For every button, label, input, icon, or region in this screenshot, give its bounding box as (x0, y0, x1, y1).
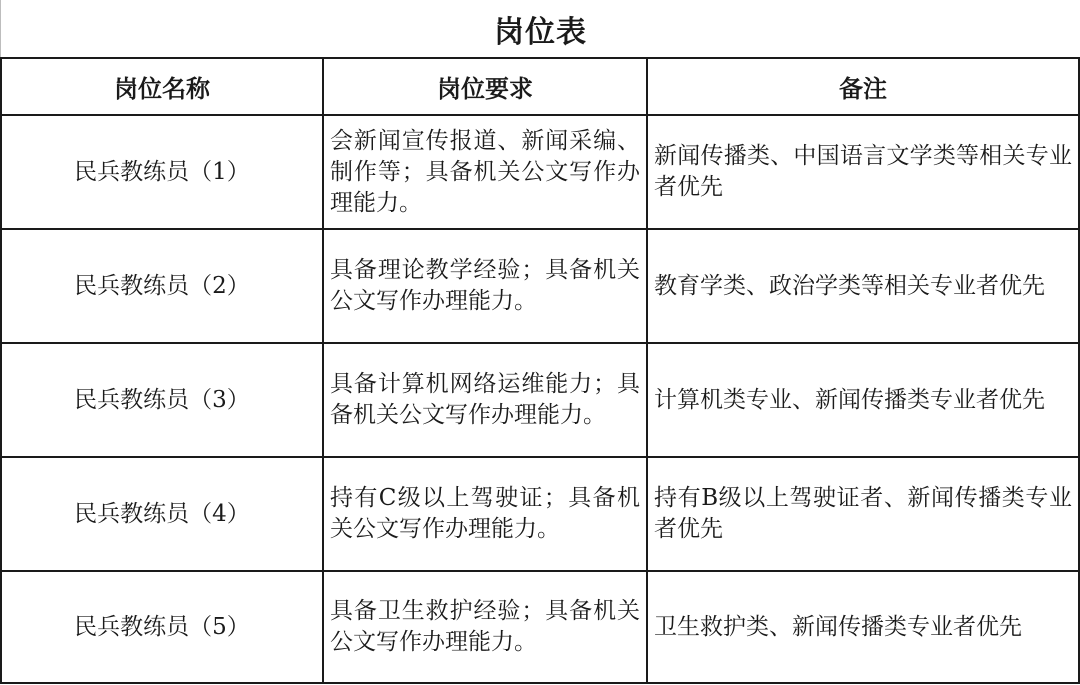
header-row (1, 58, 1079, 115)
table-title: 岗位表 (0, 0, 1080, 57)
position-requirement-cell: 具备卫生救护经验；具备机关公文写作办理能力。 (323, 571, 647, 683)
header-position-name: 岗位名称 (1, 58, 323, 115)
position-name-cell: 民兵教练员（3） (1, 343, 323, 457)
header-position-requirement: 岗位要求 (323, 58, 647, 115)
note-cell: 持有B级以上驾驶证者、新闻传播类专业者优先 (647, 457, 1079, 571)
note-cell: 新闻传播类、中国语言文学类等相关专业者优先 (647, 115, 1079, 229)
note-cell: 计算机类专业、新闻传播类专业者优先 (647, 343, 1079, 457)
position-name-cell: 民兵教练员（1） (1, 115, 323, 229)
note-cell: 教育学类、政治学类等相关专业者优先 (647, 229, 1079, 343)
table-row (1, 343, 1079, 457)
position-requirement-cell: 具备理论教学经验；具备机关公文写作办理能力。 (323, 229, 647, 343)
position-name-cell: 民兵教练员（5） (1, 571, 323, 683)
position-requirement-cell: 会新闻宣传报道、新闻采编、制作等；具备机关公文写作办理能力。 (323, 115, 647, 229)
position-name-cell: 民兵教练员（4） (1, 457, 323, 571)
position-name-cell: 民兵教练员（2） (1, 229, 323, 343)
table-row (1, 571, 1079, 683)
position-requirement-cell: 具备计算机网络运维能力；具备机关公文写作办理能力。 (323, 343, 647, 457)
table-row (1, 229, 1079, 343)
table-row (1, 457, 1079, 571)
position-requirement-cell: 持有C级以上驾驶证；具备机关公文写作办理能力。 (323, 457, 647, 571)
note-cell: 卫生救护类、新闻传播类专业者优先 (647, 571, 1079, 683)
header-note: 备注 (647, 58, 1079, 115)
job-table (0, 57, 1080, 684)
table-row (1, 115, 1079, 229)
